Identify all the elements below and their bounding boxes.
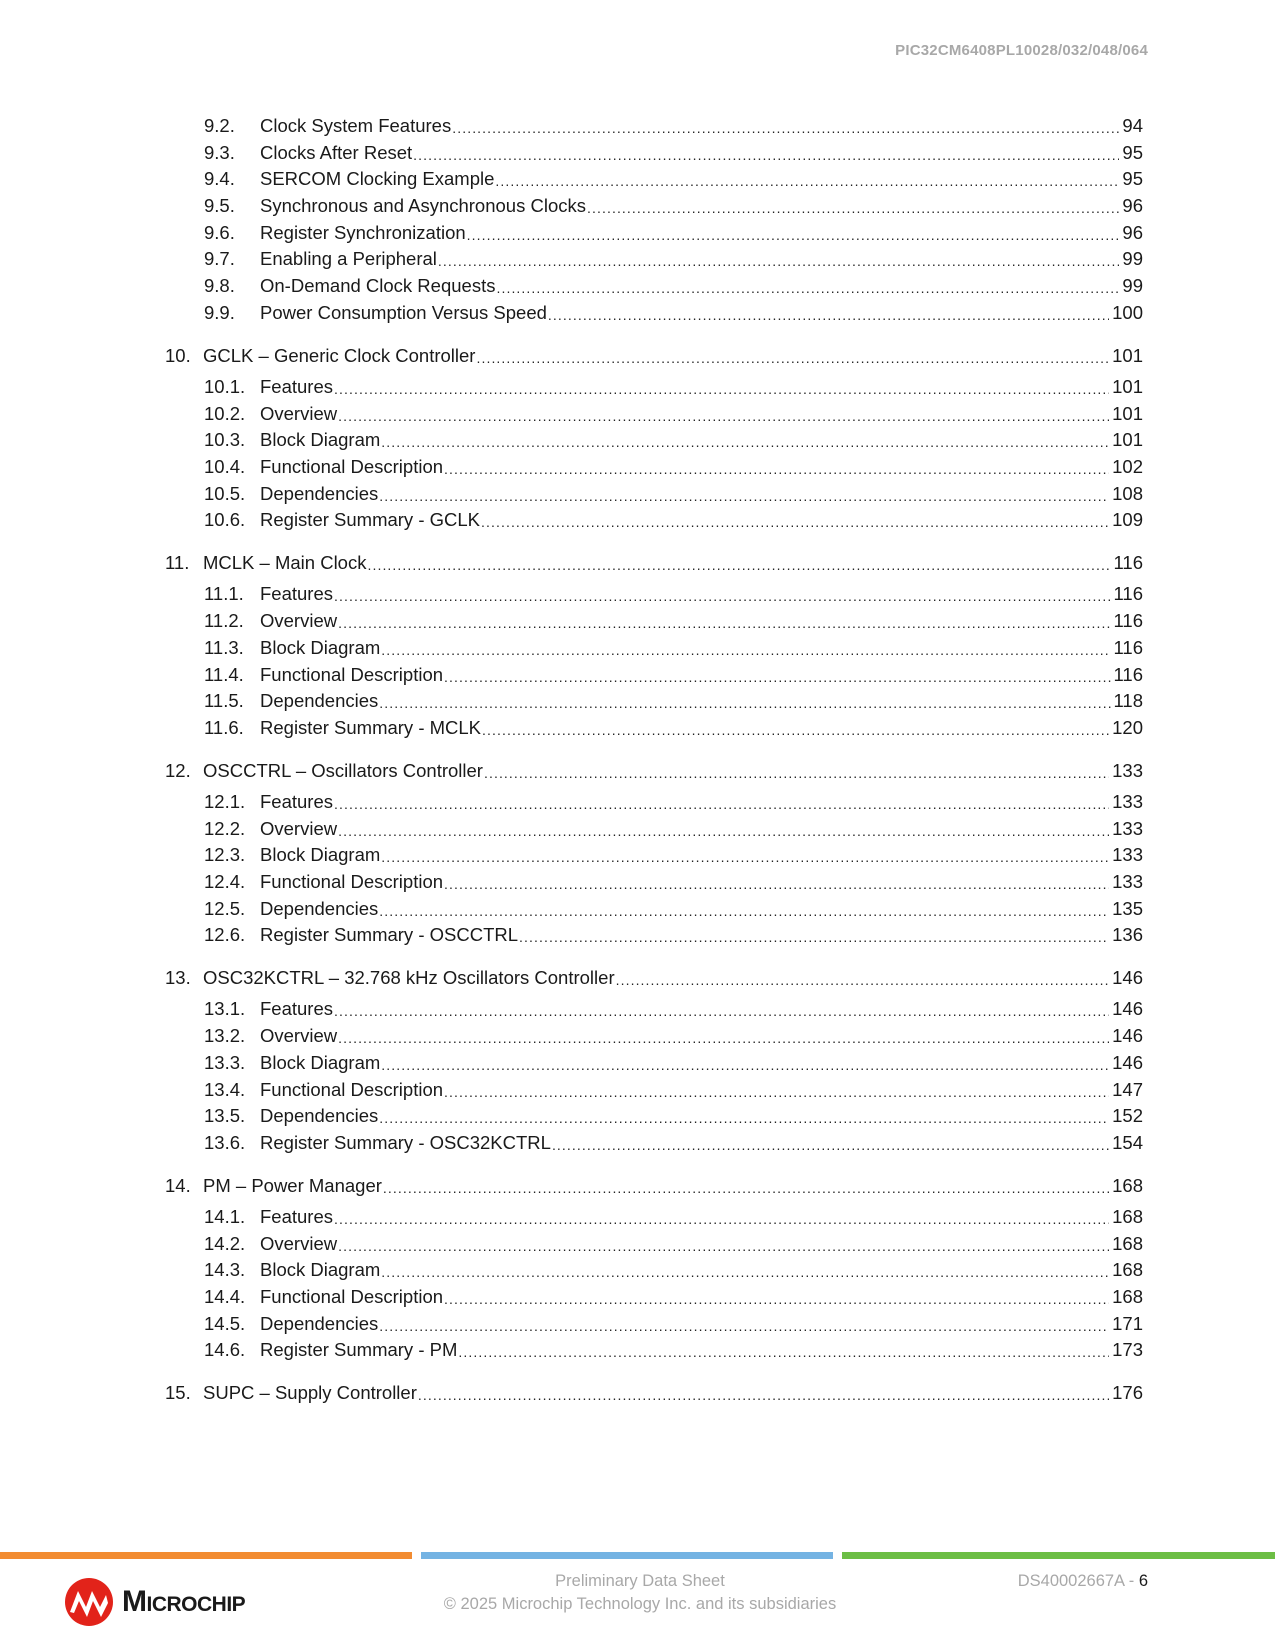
toc-entry-title[interactable]: OSC32KCTRL – 32.768 kHz Oscillators Controller [203,967,615,988]
toc-entry-number: 9.9. [204,302,235,323]
toc-entry-number: 14. [165,1175,191,1196]
toc-entry-page-number[interactable]: 133 [1112,818,1143,839]
toc-entry-number: 10.2. [204,403,246,424]
toc-entry-title[interactable]: Dependencies [260,1313,379,1334]
toc-section-entry[interactable] [204,817,1143,841]
toc-chapter-entry[interactable] [165,344,1143,368]
toc-entry-title[interactable]: Features [260,376,334,397]
toc-entry-title[interactable]: Overview [260,1233,338,1254]
toc-entry-page-number[interactable]: 100 [1112,302,1143,323]
toc-dot-leader [381,1258,1109,1282]
toc-entry-number: 15. [165,1382,191,1403]
toc-section-entry[interactable] [204,167,1143,191]
toc-dot-leader [616,966,1110,990]
toc-entry-page-number[interactable]: 168 [1112,1286,1143,1307]
toc-entry-number: 10.4. [204,456,246,477]
toc-entry-page-number[interactable]: 133 [1112,871,1143,892]
toc-entry-page-number[interactable]: 136 [1112,924,1143,945]
toc-section-entry[interactable] [204,1232,1143,1256]
toc-dot-leader [444,1285,1109,1309]
toc-entry-title[interactable]: Overview [260,610,338,631]
toc-section-entry[interactable] [204,663,1143,687]
footer-doc-type: Preliminary Data Sheet [555,1572,725,1590]
toc-entry-title[interactable]: Features [260,791,334,812]
toc-section-entry[interactable] [204,609,1143,633]
microchip-logo-icon [64,1577,114,1627]
toc-dot-leader [519,923,1109,947]
toc-entry-page-number[interactable]: 154 [1112,1132,1143,1153]
toc-entry-page-number[interactable]: 133 [1112,844,1143,865]
toc-entry-title[interactable]: Block Diagram [260,637,381,658]
toc-entry-number: 10.3. [204,429,246,450]
toc-entry-title[interactable]: OSCCTRL – Oscillators Controller [203,760,483,781]
toc-entry-number: 9.7. [204,248,235,269]
toc-entry-number: 14.2. [204,1233,246,1254]
toc-entry-number: 9.6. [204,222,235,243]
toc-dot-leader [379,482,1109,506]
toc-dot-leader [438,247,1120,271]
toc-entry-title[interactable]: SERCOM Clocking Example [260,168,495,189]
toc-section-entry[interactable] [204,790,1143,814]
toc-dot-leader [587,194,1119,218]
toc-entry-title[interactable]: Block Diagram [260,1259,381,1280]
toc-section-entry[interactable] [204,455,1143,479]
toc-entry-page-number[interactable]: 94 [1122,115,1143,136]
toc-entry-number: 11.3. [204,637,244,658]
toc-dot-leader [379,1312,1109,1336]
toc-entry-page-number[interactable]: 101 [1112,345,1143,366]
toc-entry-number: 11. [165,552,190,573]
toc-section-entry[interactable] [204,1285,1143,1309]
toc-entry-number: 9.8. [204,275,235,296]
footer-bar-orange [0,1552,412,1559]
toc-section-entry[interactable] [204,923,1143,947]
toc-dot-leader [334,1205,1109,1229]
toc-dot-leader [444,663,1110,687]
toc-dot-leader [379,1104,1109,1128]
toc-section-entry[interactable] [204,301,1143,325]
footer-center [390,1570,890,1616]
toc-entry-title[interactable]: On-Demand Clock Requests [260,275,496,296]
footer-page-number: 6 [1138,1572,1148,1590]
toc-entry-title[interactable]: Register Summary - MCLK [260,717,482,738]
toc-dot-leader [484,759,1109,783]
toc-dot-leader [383,1174,1109,1198]
toc-entry-title[interactable]: Block Diagram [260,1052,381,1073]
footer-bar-green [842,1552,1275,1559]
toc-dot-leader [381,843,1109,867]
toc-entry-title[interactable]: Register Summary - GCLK [260,509,480,530]
toc-chapter-entry[interactable] [165,1381,1143,1405]
toc-entry-page-number[interactable]: 101 [1112,429,1143,450]
document-header-title: PIC32CM6408PL10028/032/048/064 [895,42,1148,59]
toc-section-entry[interactable] [204,1338,1143,1362]
toc-dot-leader [458,1338,1109,1362]
toc-entry-title[interactable]: GCLK – Generic Clock Controller [203,345,476,366]
toc-dot-leader [482,716,1109,740]
toc-entry-title[interactable]: Functional Description [260,456,444,477]
toc-entry-page-number[interactable]: 96 [1122,195,1143,216]
footer-bar-blue [421,1552,833,1559]
toc-entry-page-number[interactable]: 116 [1113,637,1143,658]
toc-entry-page-number[interactable]: 173 [1112,1339,1143,1360]
toc-entry-number: 12.1. [204,791,246,812]
toc-dot-leader [444,1078,1109,1102]
toc-section-entry[interactable] [204,402,1143,426]
toc-entry-number: 13. [165,967,191,988]
toc-dot-leader [495,167,1119,191]
toc-entry-number: 13.4. [204,1079,246,1100]
toc-entry-title[interactable]: Features [260,1206,334,1227]
toc-entry-number: 12.5. [204,898,246,919]
toc-entry-number: 9.2. [204,115,235,136]
toc-entry-page-number[interactable]: 101 [1112,403,1143,424]
toc-entry-number: 14.4. [204,1286,246,1307]
toc-entry-title[interactable]: Functional Description [260,1286,444,1307]
toc-section-entry[interactable] [204,482,1143,506]
toc-dot-leader [548,301,1109,325]
toc-dot-leader [379,689,1110,713]
toc-section-entry[interactable] [204,897,1143,921]
toc-dot-leader [334,375,1109,399]
toc-entry-page-number[interactable]: 95 [1122,168,1143,189]
toc-entry-number: 12.4. [204,871,246,892]
toc-section-entry[interactable] [204,375,1143,399]
toc-dot-leader [338,1232,1109,1256]
toc-chapter-entry[interactable] [165,759,1143,783]
toc-dot-leader [496,274,1119,298]
toc-entry-title[interactable]: Dependencies [260,1105,379,1126]
toc-section-entry[interactable] [204,194,1143,218]
toc-entry-page-number[interactable]: 147 [1112,1079,1143,1100]
toc-dot-leader [381,1051,1109,1075]
toc-entry-number: 12.2. [204,818,246,839]
toc-entry-number: 9.5. [204,195,235,216]
toc-section-entry[interactable] [204,141,1143,165]
toc-entry-page-number[interactable]: 102 [1112,456,1143,477]
toc-dot-leader [552,1131,1109,1155]
toc-entry-title[interactable]: Overview [260,1025,338,1046]
toc-entry-number: 13.2. [204,1025,246,1046]
toc-section-entry[interactable] [204,1104,1143,1128]
toc-dot-leader [413,141,1119,165]
toc-entry-page-number[interactable]: 133 [1112,760,1143,781]
toc-entry-title[interactable]: Synchronous and Asynchronous Clocks [260,195,586,216]
toc-section-entry[interactable] [204,508,1143,532]
toc-entry-page-number[interactable]: 118 [1113,690,1143,711]
toc-section-entry[interactable] [204,1024,1143,1048]
toc-entry-number: 12.6. [204,924,246,945]
toc-dot-leader [334,790,1109,814]
toc-entry-page-number[interactable]: 168 [1112,1175,1143,1196]
toc-entry-page-number[interactable]: 171 [1112,1313,1143,1334]
toc-entry-title[interactable]: Features [260,583,334,604]
toc-entry-number: 11.5. [204,690,244,711]
toc-entry-number: 14.6. [204,1339,246,1360]
toc-dot-leader [452,114,1119,138]
toc-section-entry[interactable] [204,997,1143,1021]
toc-entry-page-number[interactable]: 146 [1112,1052,1143,1073]
toc-entry-page-number[interactable]: 146 [1112,998,1143,1019]
toc-entry-title[interactable]: Functional Description [260,1079,444,1100]
toc-entry-title[interactable]: Dependencies [260,690,379,711]
microchip-logo [64,1574,304,1630]
toc-entry-number: 9.3. [204,142,235,163]
toc-entry-page-number[interactable]: 116 [1113,583,1143,604]
toc-dot-leader [379,897,1109,921]
toc-entry-page-number[interactable]: 116 [1113,610,1143,631]
toc-section-entry[interactable] [204,1312,1143,1336]
toc-section-entry[interactable] [204,1131,1143,1155]
microchip-logo-text: Microchip [122,1585,246,1618]
toc-dot-leader [367,551,1110,575]
toc-chapter-entry[interactable] [165,1174,1143,1198]
toc-entry-page-number[interactable]: 133 [1112,791,1143,812]
toc-entry-number: 13.1. [204,998,246,1019]
toc-entry-title[interactable]: SUPC – Supply Controller [203,1382,417,1403]
toc-entry-page-number[interactable]: 108 [1112,483,1143,504]
toc-entry-page-number[interactable]: 146 [1112,967,1143,988]
toc-entry-number: 10.1. [204,376,246,397]
toc-entry-title[interactable]: Register Summary - OSCCTRL [260,924,519,945]
toc-entry-number: 11.2. [204,610,244,631]
toc-entry-page-number[interactable]: 116 [1113,552,1143,573]
toc-entry-title[interactable]: Register Summary - OSC32KCTRL [260,1132,551,1153]
toc-entry-title[interactable]: Enabling a Peripheral [260,248,437,269]
toc-section-entry[interactable] [204,689,1143,713]
toc-entry-number: 11.6. [204,717,244,738]
toc-section-entry[interactable] [204,428,1143,452]
toc-dot-leader [381,636,1110,660]
toc-entry-page-number[interactable]: 168 [1112,1206,1143,1227]
toc-section-entry[interactable] [204,582,1143,606]
toc-dot-leader [381,428,1109,452]
toc-entry-title[interactable]: Functional Description [260,664,444,685]
toc-section-entry[interactable] [204,1078,1143,1102]
toc-dot-leader [481,508,1109,532]
footer-doc-number: DS40002667A - [1017,1572,1139,1590]
toc-dot-leader [444,870,1109,894]
toc-dot-leader [338,1024,1109,1048]
toc-entry-title[interactable]: Dependencies [260,898,379,919]
toc-entry-title[interactable]: Functional Description [260,871,444,892]
toc-entry-title[interactable]: Block Diagram [260,844,381,865]
toc-entry-title[interactable]: Clock System Features [260,115,452,136]
toc-entry-number: 10. [165,345,191,366]
toc-entry-number: 11.4. [204,664,244,685]
toc-chapter-entry[interactable] [165,966,1143,990]
toc-entry-title[interactable]: MCLK – Main Clock [203,552,367,573]
toc-entry-number: 13.3. [204,1052,246,1073]
toc-entry-page-number[interactable]: 146 [1112,1025,1143,1046]
toc-entry-page-number[interactable]: 120 [1112,717,1143,738]
toc-entry-page-number[interactable]: 95 [1122,142,1143,163]
toc-dot-leader [338,402,1109,426]
toc-section-entry[interactable] [204,1051,1143,1075]
toc-chapter-entry[interactable] [165,551,1143,575]
toc-dot-leader [338,817,1109,841]
toc-entry-title[interactable]: Dependencies [260,483,379,504]
toc-entry-title[interactable]: Block Diagram [260,429,381,450]
footer-copyright: © 2025 Microchip Technology Inc. and its subsidiaries [443,1595,837,1613]
toc-section-entry[interactable] [204,843,1143,867]
toc-entry-title[interactable]: Overview [260,818,338,839]
toc-dot-leader [476,344,1109,368]
toc-entry-number: 13.5. [204,1105,246,1126]
toc-entry-page-number[interactable]: 99 [1122,248,1143,269]
toc-entry-title[interactable]: Register Summary - PM [260,1339,458,1360]
toc-entry-page-number[interactable]: 152 [1112,1105,1143,1126]
toc-section-entry[interactable] [204,1205,1143,1229]
toc-entry-number: 12. [165,760,191,781]
toc-entry-number: 14.1. [204,1206,246,1227]
toc-dot-leader [334,997,1109,1021]
toc-entry-title[interactable]: Features [260,998,334,1019]
toc-entry-title[interactable]: PM – Power Manager [203,1175,382,1196]
toc-entry-number: 13.6. [204,1132,246,1153]
toc-dot-leader [338,609,1110,633]
toc-entry-number: 14.5. [204,1313,246,1334]
toc-entry-page-number[interactable]: 168 [1112,1259,1143,1280]
toc-entry-page-number[interactable]: 99 [1122,275,1143,296]
toc-entry-number: 11.1. [204,583,244,604]
toc-entry-title[interactable]: Clocks After Reset [260,142,413,163]
toc-entry-title[interactable]: Power Consumption Versus Speed [260,302,547,323]
toc-entry-number: 9.4. [204,168,235,189]
toc-section-entry[interactable] [204,870,1143,894]
toc-section-entry[interactable] [204,221,1143,245]
toc-entry-number: 12.3. [204,844,246,865]
footer-color-bars [0,1552,1275,1560]
toc-entry-title[interactable]: Register Synchronization [260,222,466,243]
toc-section-entry[interactable] [204,247,1143,271]
toc-entry-page-number[interactable]: 135 [1112,898,1143,919]
toc-entry-number: 14.3. [204,1259,246,1280]
footer-page-info [1018,1570,1148,1593]
toc-section-entry[interactable] [204,274,1143,298]
toc-entry-page-number[interactable]: 168 [1112,1233,1143,1254]
toc-entry-page-number[interactable]: 96 [1122,222,1143,243]
toc-section-entry[interactable] [204,716,1143,740]
toc-section-entry[interactable] [204,1258,1143,1282]
toc-dot-leader [334,582,1110,606]
toc-dot-leader [467,221,1120,245]
toc-entry-title[interactable]: Overview [260,403,338,424]
toc-entry-page-number[interactable]: 109 [1112,509,1143,530]
toc-entry-page-number[interactable]: 116 [1113,664,1143,685]
toc-entry-page-number[interactable]: 176 [1112,1382,1143,1403]
toc-section-entry[interactable] [204,114,1143,138]
toc-section-entry[interactable] [204,636,1143,660]
toc-entry-page-number[interactable]: 101 [1112,376,1143,397]
toc-entry-number: 10.5. [204,483,246,504]
toc-dot-leader [444,455,1109,479]
toc-entry-number: 10.6. [204,509,246,530]
toc-dot-leader [418,1381,1109,1405]
